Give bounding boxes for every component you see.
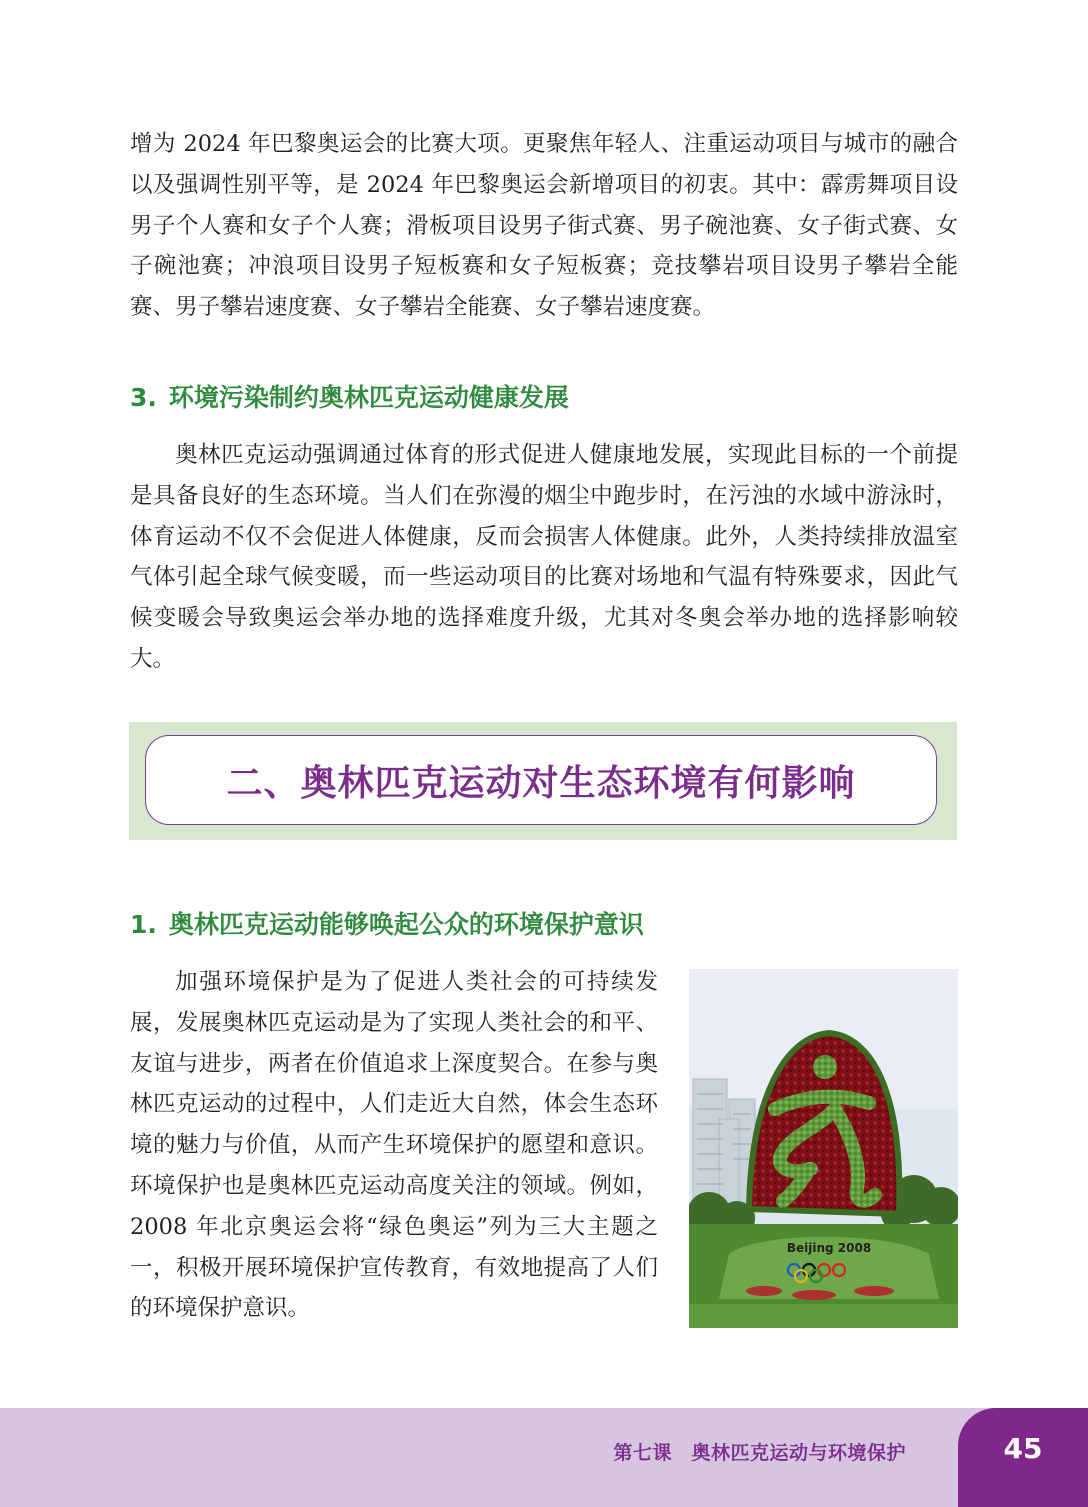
heading-number: 1. bbox=[130, 910, 157, 939]
section-band bbox=[129, 722, 957, 840]
section-title-box bbox=[145, 735, 937, 825]
heading-text: 环境污染制约奥林匹克运动健康发展 bbox=[168, 383, 569, 412]
paragraph-top: 增为 2024 年巴黎奥运会的比赛大项。更聚焦年轻人、注重运动项目与城市的融合以及强调性别平等，是 2024 年巴黎奥运会新增项目的初衷。其中：霹雳舞项目设男子个人赛和女子个人赛；滑板项目设男子街式赛、男子碗池赛、女子街式赛、女子碗池赛；冲浪项目设男子短板赛和女子短板赛；竞技攀岩项目设男子攀岩全能赛、男子攀岩速度赛、女子攀岩全能赛、女子攀岩速度赛。 bbox=[130, 131, 958, 321]
photo-caption: Beijing 2008 bbox=[786, 1241, 872, 1255]
heading-text: 奥林匹克运动能够唤起公众的环境保护意识 bbox=[168, 910, 644, 939]
page-number: 45 bbox=[1003, 1432, 1043, 1465]
heading-number: 3. bbox=[130, 383, 157, 412]
heading-awareness bbox=[130, 905, 644, 941]
section-title: 二、奥林匹克运动对生态环境有何影响 bbox=[226, 762, 856, 804]
beijing-2008-topiary-photo bbox=[689, 969, 958, 1328]
paragraph-awareness: 加强环境保护是为了促进人类社会的可持续发展，发展奥林匹克运动是为了实现人类社会的和平、友谊与进步，两者在价值追求上深度契合。在参与奥林匹克运动的过程中，人们走近大自然，体会生态环境的魅力与价值，从而产生环境保护的愿望和意识。环境保护也是奥林匹克运动高度关注的领域。例如，2008 年北京奥运会将“绿色奥运”列为三大主题之一，积极开展环境保护宣传教育，有效地提高了人们的环境保护意识。 bbox=[130, 969, 658, 1322]
page-footer bbox=[0, 1408, 1088, 1507]
paragraph-pollution: 奥林匹克运动强调通过体育的形式促进人健康地发展，实现此目标的一个前提是具备良好的生态环境。当人们在弥漫的烟尘中跑步时，在污浊的水域中游泳时，体育运动不仅不会促进人体健康，反而会损害人体健康。此外，人类持续排放温室气体引起全球气候变暖，而一些运动项目的比赛对场地和气温有特殊要求，因此气候变暖会导致奥运会举办地的选择难度升级，尤其对冬奥会举办地的选择影响较大。 bbox=[130, 442, 958, 672]
heading-pollution bbox=[130, 378, 569, 414]
lesson-title: 第七课 奥林匹克运动与环境保护 bbox=[613, 1442, 906, 1464]
page-number-tab bbox=[958, 1408, 1088, 1507]
